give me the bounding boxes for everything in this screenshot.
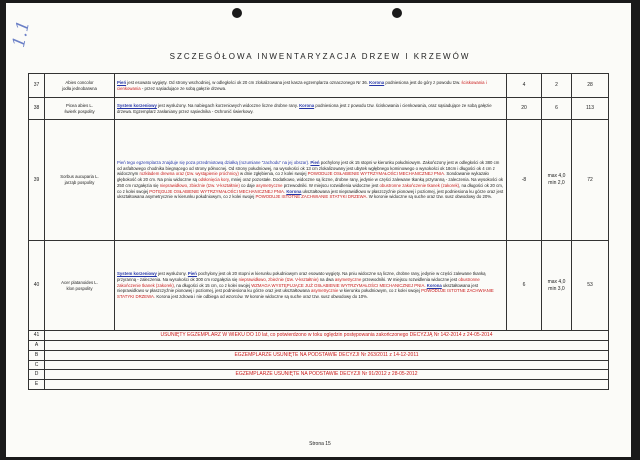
species-name: Acer platanoides L. klon pospolity bbox=[45, 241, 115, 331]
tree-number: 38 bbox=[29, 98, 45, 120]
table-row bbox=[29, 98, 609, 120]
species-name: Abies concolor jodła jednobarwna bbox=[45, 74, 115, 98]
notice-row bbox=[29, 380, 609, 390]
description-text: POTĘGUJE OSŁABIENIE WYTRZYMAŁOŚCI MECHANICZNEJ PNIA. bbox=[149, 188, 286, 194]
description-text: podniesiona jest do góry z powodu tzw. bbox=[384, 79, 462, 85]
table-row bbox=[29, 74, 609, 98]
description-text: , na długości ok 15 cm, co z kolei swojej bbox=[173, 282, 252, 288]
value-1: -8 bbox=[507, 120, 542, 241]
notice-row bbox=[29, 370, 609, 380]
description-text: Korona bbox=[299, 102, 315, 108]
notice-text: EGZEMPLARZE USUNIĘTE NA PODSTAWIE DECYZJI Nr 263/2011 z 14-12-2011 bbox=[45, 350, 609, 360]
description-text: ukształtowana jest nieprawidłowo w płaszczyźnie pionowej i poziomej, jest podniesiona ku górze oraz jest ukształtowana bbox=[117, 282, 479, 294]
tree-number: 40 bbox=[29, 241, 45, 331]
description-text: w kierunku południowym, co z kolei swojej bbox=[338, 288, 422, 294]
tree-description bbox=[115, 241, 507, 331]
notice-text bbox=[45, 341, 609, 351]
description-text: POWODUJE OSŁABIENIE WYTRZYMAŁOŚCI MECHANICZNEJ PNIA. bbox=[307, 171, 446, 177]
description-text: , na długości ok 20 cm, co z kolei swojej bbox=[117, 182, 504, 194]
description-text: pochylony jest ok 20 stopni w kierunku południowym oraz esowato wygięty. Na pniu widoczne są liczne, drobne rany, jedynie w części zalewane tkanką przyranną - zaleczenia. Na wysokości ok 300 cm rozgałęzia się bbox=[117, 271, 486, 282]
notice-label: D bbox=[29, 370, 45, 380]
notice-label: B bbox=[29, 350, 45, 360]
value-2: max 4,0 min 3,0 bbox=[542, 241, 572, 331]
description-text: asymetrycznie bbox=[310, 288, 339, 294]
inventory-table bbox=[28, 73, 609, 390]
description-text: System korzeniowy bbox=[117, 102, 157, 108]
description-text: w dnie zgłębienia, co z kolei swojej bbox=[238, 171, 308, 177]
description-text: System korzeniowy bbox=[117, 271, 157, 276]
value-3: 28 bbox=[572, 74, 609, 98]
notice-label: E bbox=[29, 380, 45, 390]
notice-row bbox=[29, 350, 609, 360]
description-text: pochylony jest ok 15 stopni w kierunku południowym. Zakończony jest w odległości ok 380 cm od asfaltowego chodnika biegnącego od strony północnej. Od strony południowej, na wysokości ok 13 cm zlokalizowany jest ubytek wgłębnego kominowego o wysokości ok 18cm i długości ok 4 cm z widocznym bbox=[117, 159, 500, 177]
description-text: rozkładem drewna oraz (tzw. wystąpienie próchnicy) bbox=[139, 171, 239, 177]
description-text: Sondowanie wykazało głębokość ok 20 cm. Na pniu widoczne są bbox=[117, 171, 489, 183]
species-name: Sorbus aucuparia L. jarząb pospolity bbox=[45, 120, 115, 241]
punch-hole bbox=[392, 8, 402, 18]
notice-row bbox=[29, 360, 609, 370]
value-1: 6 bbox=[507, 241, 542, 331]
description-text: Korona bbox=[286, 188, 302, 194]
table-row bbox=[29, 241, 609, 331]
description-text: jest wysłużony. Na nabiegach korzeniowych widoczne liczne drobne rany. bbox=[156, 102, 300, 108]
value-2: 2 bbox=[542, 74, 572, 98]
value-3: 72 bbox=[572, 120, 609, 241]
description-text: W koronie widoczne są suche oraz tzw. susz obwodowy do 20%. bbox=[367, 194, 493, 200]
description-text: Pień bbox=[310, 159, 320, 165]
notice-row bbox=[29, 331, 609, 341]
description-text: Korona jest zdrowa i nie odbiega od wzorców. W koronie widoczne są suche oraz tzw. susz obwodowy do 10%. bbox=[155, 294, 369, 300]
handwritten-margin-note: 1.1 bbox=[8, 18, 35, 50]
description-text: Pień tego egzemplarza znajduje się poza przedmiotową działką (rozumiane "zachodu" na jej obszar). bbox=[117, 159, 311, 165]
description-text: WZMAGA WYSTĘPUJĄCE JUŻ OSŁABIENIE WYTRZYMAŁOŚCI MECHANICZNEJ PNIA. bbox=[251, 282, 426, 288]
page-title: SZCZEGÓŁOWA INWENTARYZACJA DRZEW I KRZEWÓW bbox=[169, 52, 471, 61]
description-text: odsłonięcia kory bbox=[198, 177, 229, 183]
notice-text: USUNIĘTY EGZEMPLARZ W WIEKU DO 10 lat, co potwierdzono w toku oględzin postępowania zakończonego DECYZJĄ Nr 142-2014 z 24-05-2014 bbox=[45, 331, 609, 341]
description-text: nieprawidłowo, zbieżnie (tzw. V-kształtnie) bbox=[238, 276, 319, 282]
description-text: przewodniki. W miejscu rozwidlenia widoczne jest bbox=[361, 276, 459, 282]
notice-label: A bbox=[29, 341, 45, 351]
value-3: 53 bbox=[572, 241, 609, 331]
description-text: Korona bbox=[426, 282, 442, 288]
tree-number: 39 bbox=[29, 120, 45, 241]
description-text: obustronne zakończenie tkanek (zakorek) bbox=[379, 182, 460, 188]
description-text: asymetryczne bbox=[256, 182, 283, 188]
tree-description bbox=[115, 98, 507, 120]
notice-label: C bbox=[29, 360, 45, 370]
description-text: jest esowato wygięty. Od strony wschodniej, w odległości ok 20 cm zlokalizowana jest kasza egzemplarza oznaczonego Nr 36. bbox=[126, 79, 370, 85]
value-3: 113 bbox=[572, 98, 609, 120]
tree-number: 37 bbox=[29, 74, 45, 98]
description-text: Pień bbox=[187, 271, 197, 276]
value-1: 20 bbox=[507, 98, 542, 120]
description-text: - przez sąsiadujące ze sobą gałęzie drzewa. bbox=[140, 85, 227, 91]
value-2: max 4,0 min 2,0 bbox=[542, 120, 572, 241]
description-text: nieprawidłowo, zbieżnie (tzw. V-kształtnie) bbox=[159, 182, 240, 188]
notice-row bbox=[29, 341, 609, 351]
punch-hole bbox=[232, 8, 242, 18]
description-text: na dwa bbox=[318, 276, 335, 282]
notice-text bbox=[45, 360, 609, 370]
description-text: jest wysłużony. bbox=[156, 271, 188, 276]
description-text: co daje bbox=[239, 182, 257, 188]
notice-label: 41 bbox=[29, 331, 45, 341]
description-text: ukształtowana jest nieprawidłowo w płaszczyźnie pionowej i poziomej, jest podniesiona ku górze oraz jest ukształtowana asymetrycznie w kierunku południowym, co z kolei swojej bbox=[117, 188, 504, 200]
value-2: 6 bbox=[542, 98, 572, 120]
notice-text: EGZEMPLARZE USUNIĘTE NA PODSTAWIE DECYZJI Nr 91/2012 z 28-05-2012 bbox=[45, 370, 609, 380]
species-name: Picea abies L. świerk pospolity bbox=[45, 98, 115, 120]
description-text: ściskowania i cienkowania bbox=[117, 79, 487, 91]
tree-description bbox=[115, 74, 507, 98]
description-text: asymetryczne bbox=[334, 276, 362, 282]
tree-description bbox=[115, 120, 507, 241]
value-1: 4 bbox=[507, 74, 542, 98]
notice-text bbox=[45, 380, 609, 390]
description-text: przewodniki. W miejscu rozwidlenia widoczne jest bbox=[282, 182, 380, 188]
description-text: Korona bbox=[369, 79, 385, 85]
description-text: obustronne zakończenie tkanek (zakorek) bbox=[117, 276, 480, 288]
description-text: , mniej oraz pozostałe. Dodatkowo, widoczne są liczne, drobne rany, jedynie w części zalewane tkanką przyranną - zaleczenia. Na wysokości ok 250 cm rozgałęzia się bbox=[117, 177, 504, 188]
description-text: POWODUJE ISTOTNE ZACHWIANIE STATYKI DRZEWA. bbox=[117, 288, 494, 300]
description-text: podniesiona jest z powodu tzw. ściskowania i cienkowania, oraz sąsiadujące ze sobą gałęzie drzewa. Egzemplarz zasłaniany przez sąsiednika - Ochronić świerkowy. bbox=[117, 102, 492, 114]
page-number: Strona 15 bbox=[309, 441, 331, 447]
description-text: POWODUJE ISTOTNE ZACHWIANIE STATYKI DRZEWA. bbox=[255, 194, 368, 200]
table-row bbox=[29, 120, 609, 241]
description-text: Pień bbox=[117, 79, 127, 85]
